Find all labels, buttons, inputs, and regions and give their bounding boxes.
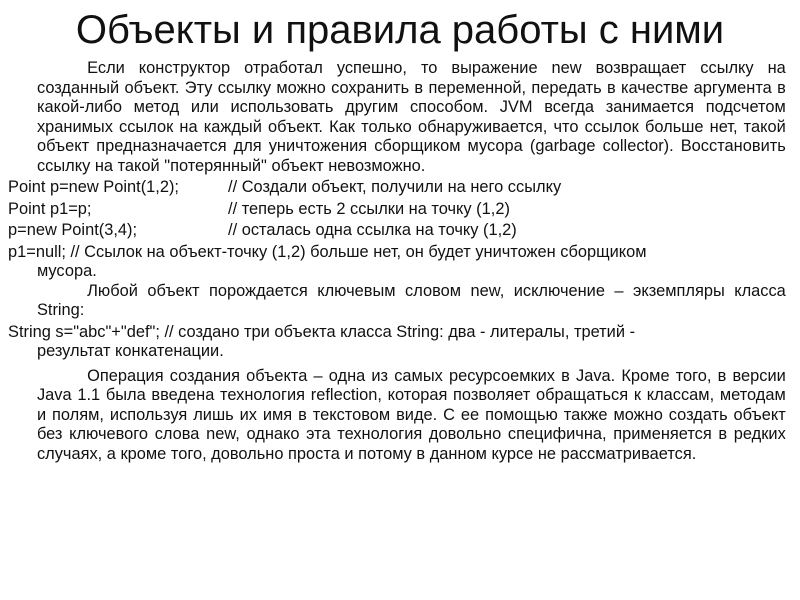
code-line-string-concat <box>8 322 786 361</box>
code-line-null-reference <box>8 242 786 281</box>
code-comment: // осталась одна ссылка на точку (1,2) <box>228 220 517 239</box>
code-comment: // теперь есть 2 ссылки на точку (1,2) <box>228 198 510 218</box>
code-line-create-point <box>8 177 786 197</box>
slide-title: Объекты и правила работы с ними <box>75 8 725 52</box>
code-line-continuation: результат конкатенации. <box>36 341 224 360</box>
code-line-continuation: мусора. <box>36 261 97 280</box>
code-line-text: String s="abc"+"def"; // создано три объекта класса String: два - литералы, третий - <box>8 321 636 341</box>
code-line-copy-reference <box>8 199 786 219</box>
paragraph-new-keyword: Любой объект порождается ключевым словом new, исключение – экземпляры класса String: <box>36 280 786 319</box>
code-statement: Point p1=p; <box>8 198 92 218</box>
code-statement: Point p=new Point(1,2); <box>8 177 180 196</box>
code-comment: // Создали объект, получили на него ссылку <box>228 177 562 196</box>
paragraph-object-references: Если конструктор отработал успешно, то выражение new возвращает ссылку на созданный объект. Эту ссылку можно сохранить в переменной, передать в качестве аргумента в какой-либо метод или использовать другим способом. JVM всегда занимается подсчетом хранимых ссылок на каждый объект. Как только обнаруживается, что ссылок больше нет, такой объект предназначается для уничтожения сборщиком мусора (garbage collector). Восстановить ссылку на такой "потерянный" объект невозможно. <box>36 58 786 175</box>
slide-body <box>8 58 786 463</box>
code-statement: p=new Point(3,4); <box>8 220 138 239</box>
code-line-reassign-point <box>8 220 786 240</box>
paragraph-reflection: Операция создания объекта – одна из самых ресурсоемких в Java. Кроме того, в версии Java 1.1 была введена технология reflection, которая позволяет обращаться к классам, методам и полям, используя лишь их имя в текстовом виде. С ее помощью также можно создать объект без ключевого слова new, однако эта технология довольно специфична, применяется в редких случаях, а кроме того, довольно проста и потому в данном курсе не рассматривается. <box>36 365 786 463</box>
code-line-text: p1=null; // Ссылок на объект-точку (1,2) больше нет, он будет уничтожен сборщиком <box>8 241 647 261</box>
